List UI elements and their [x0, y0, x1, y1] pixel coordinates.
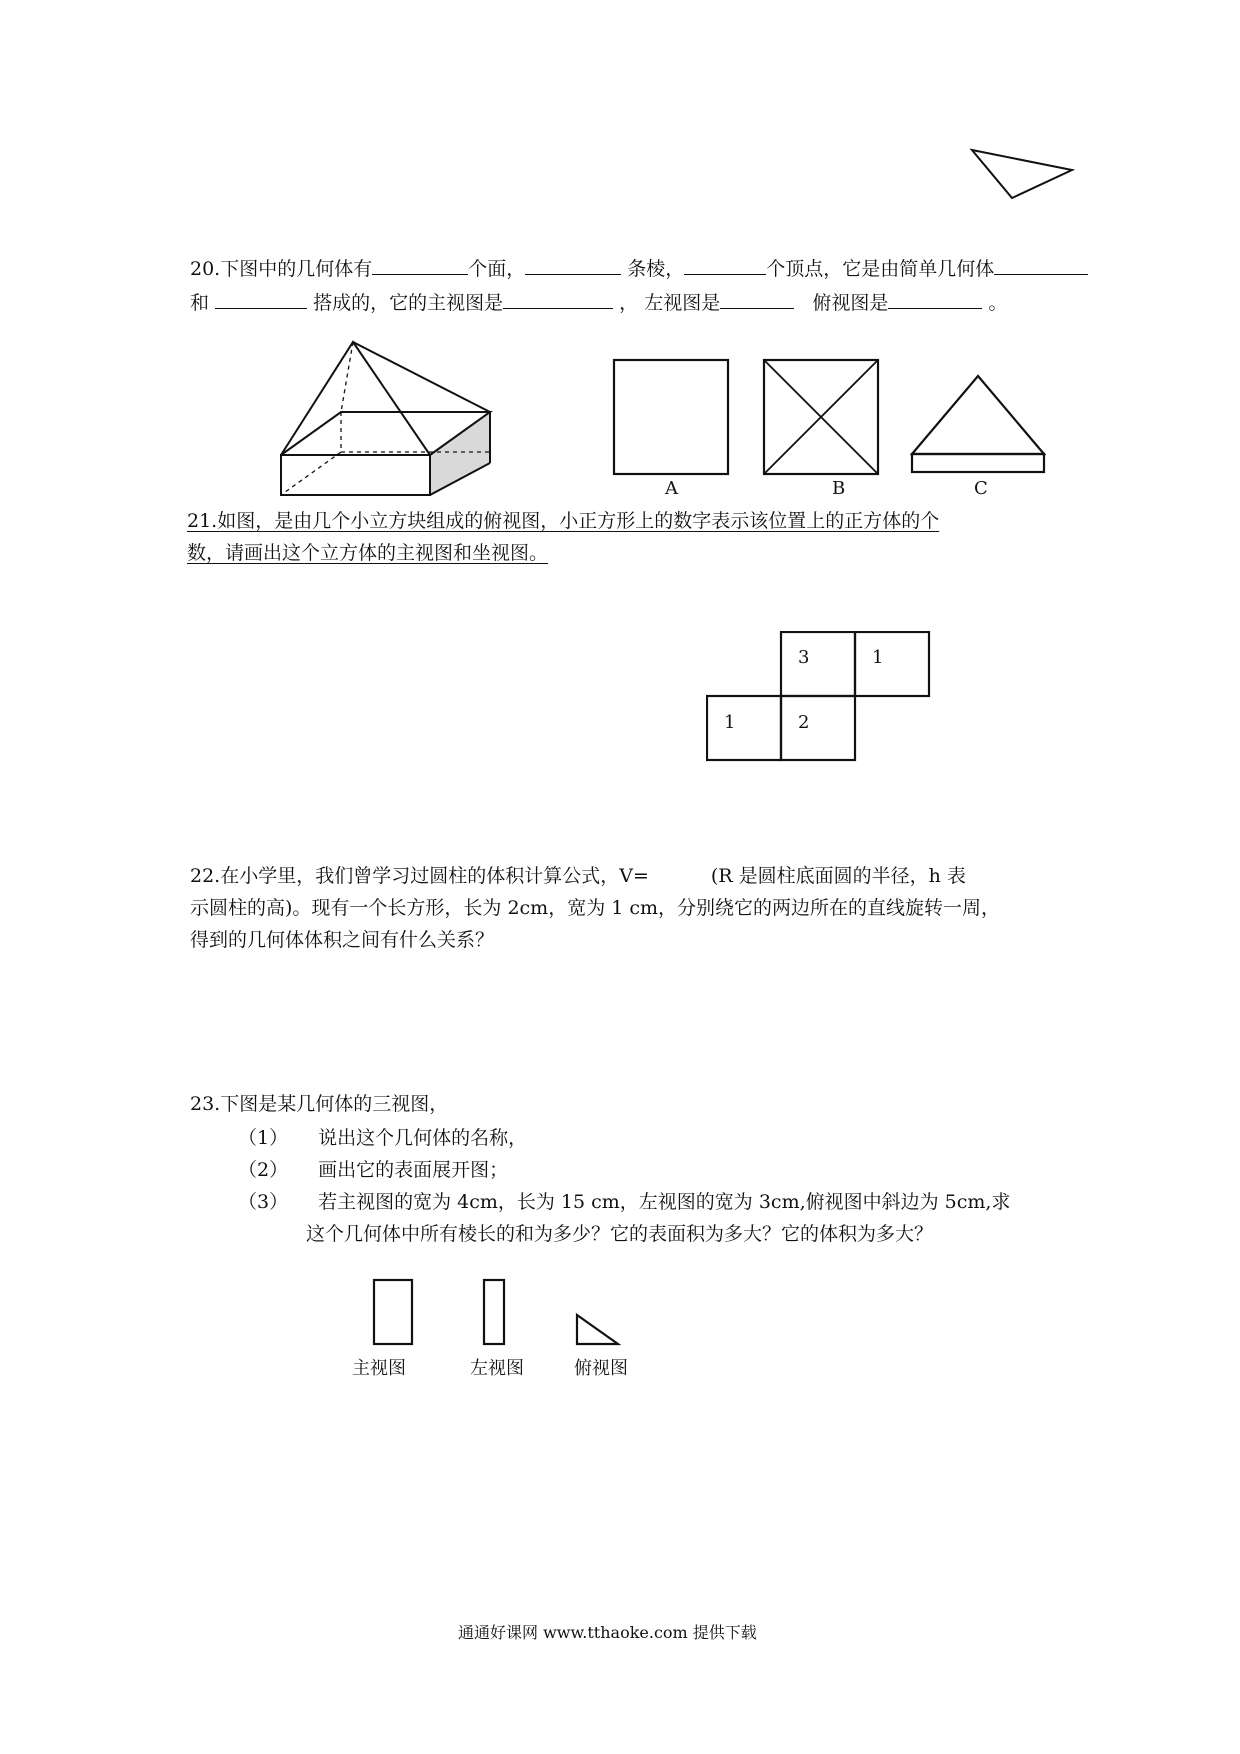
q23-title: 23.下图是某几何体的三视图， [190, 1093, 449, 1115]
q23-item-2 [238, 1158, 508, 1182]
q20-line1 [190, 254, 1088, 281]
answer-blank-left-view[interactable] [720, 288, 794, 309]
q21-line2: 数，请画出这个立方体的主视图和坐视图。 [187, 542, 549, 564]
q23-item-number: （3） [238, 1191, 289, 1213]
q23-item-text: 若主视图的宽为 4cm，长为 15 cm，左视图的宽为 3cm,俯视图中斜边为 5cm,求 [318, 1191, 1011, 1213]
q20-text-2: 个面， [468, 258, 526, 280]
answer-blank-edges[interactable] [525, 254, 621, 275]
q20-text-9: 俯视图是 [812, 292, 889, 314]
q20-text-3: 条棱， [627, 258, 685, 280]
option-c-triangle-on-bar [910, 372, 1046, 476]
triangle-sketch [960, 140, 1080, 210]
answer-blank-faces[interactable] [372, 254, 468, 275]
q23-item-3 [238, 1190, 1010, 1214]
q20-text-6: 搭成的，它的主视图是 [313, 292, 504, 314]
q20-text-8: 左视图是 [644, 292, 721, 314]
grid-cell-value: 2 [798, 712, 810, 733]
q23-item-3-continued: 这个几何体中所有棱长的和为多少？它的表面积为多大？它的体积为多大？ [306, 1223, 934, 1245]
q22-text-2: (R 是圆柱底面圆的半径，h 表 [710, 865, 966, 887]
q23-item-1 [238, 1126, 527, 1150]
q20-text-7: ， [619, 292, 639, 314]
q21-line1: 21.如图，是由几个小立方块组成的俯视图，小正方形上的数字表示该位置上的正方体的个 [187, 510, 940, 532]
q22-line3: 得到的几何体体积之间有什么关系？ [190, 929, 495, 951]
q20-solid-figure [275, 340, 505, 500]
q22-line1 [190, 864, 966, 888]
answer-blank-front-view[interactable] [503, 288, 613, 309]
top-view-triangle [574, 1312, 624, 1348]
left-view-rectangle [482, 1278, 508, 1348]
q20-text-1: 20.下图中的几何体有 [190, 258, 373, 280]
answer-blank-top-view[interactable] [888, 288, 982, 309]
option-b-label: B [832, 478, 846, 499]
option-c-label: C [974, 478, 988, 499]
option-b-crossed-square [762, 358, 882, 478]
option-a-square [612, 358, 732, 478]
grid-cell-value: 3 [798, 647, 810, 668]
q20-text-10: 。 [988, 292, 1008, 314]
front-view-rectangle [372, 1278, 416, 1348]
q21-top-view-grid [706, 631, 932, 763]
q23-item-number: （1） [238, 1127, 289, 1149]
front-view-label: 主视图 [352, 1358, 406, 1379]
left-view-label: 左视图 [470, 1358, 524, 1379]
q20-line2 [190, 288, 1007, 315]
q20-text-5: 和 [190, 292, 210, 314]
q22-text-1: 22.在小学里，我们曾学习过圆柱的体积计算公式，V= [190, 865, 649, 887]
q22-line2: 示圆柱的高)。现有一个长方形，长为 2cm，宽为 1 cm，分别绕它的两边所在的直线旋转一周， [190, 897, 1001, 919]
option-a-label: A [665, 478, 678, 499]
answer-blank-solid-2[interactable] [215, 288, 307, 309]
top-view-label: 俯视图 [574, 1358, 628, 1379]
q23-item-text: 画出它的表面展开图； [318, 1159, 509, 1181]
q23-item-number: （2） [238, 1159, 289, 1181]
q20-text-4: 个顶点，它是由简单几何体 [766, 258, 995, 280]
grid-cell-value: 1 [872, 647, 884, 668]
grid-cell-value: 1 [724, 712, 736, 733]
answer-blank-vertices[interactable] [684, 254, 766, 275]
page-footer: 通通好课网 www.tthaoke.com 提供下载 [458, 1623, 757, 1642]
answer-blank-solid-1[interactable] [994, 254, 1088, 275]
q23-item-text: 说出这个几何体的名称， [318, 1127, 528, 1149]
